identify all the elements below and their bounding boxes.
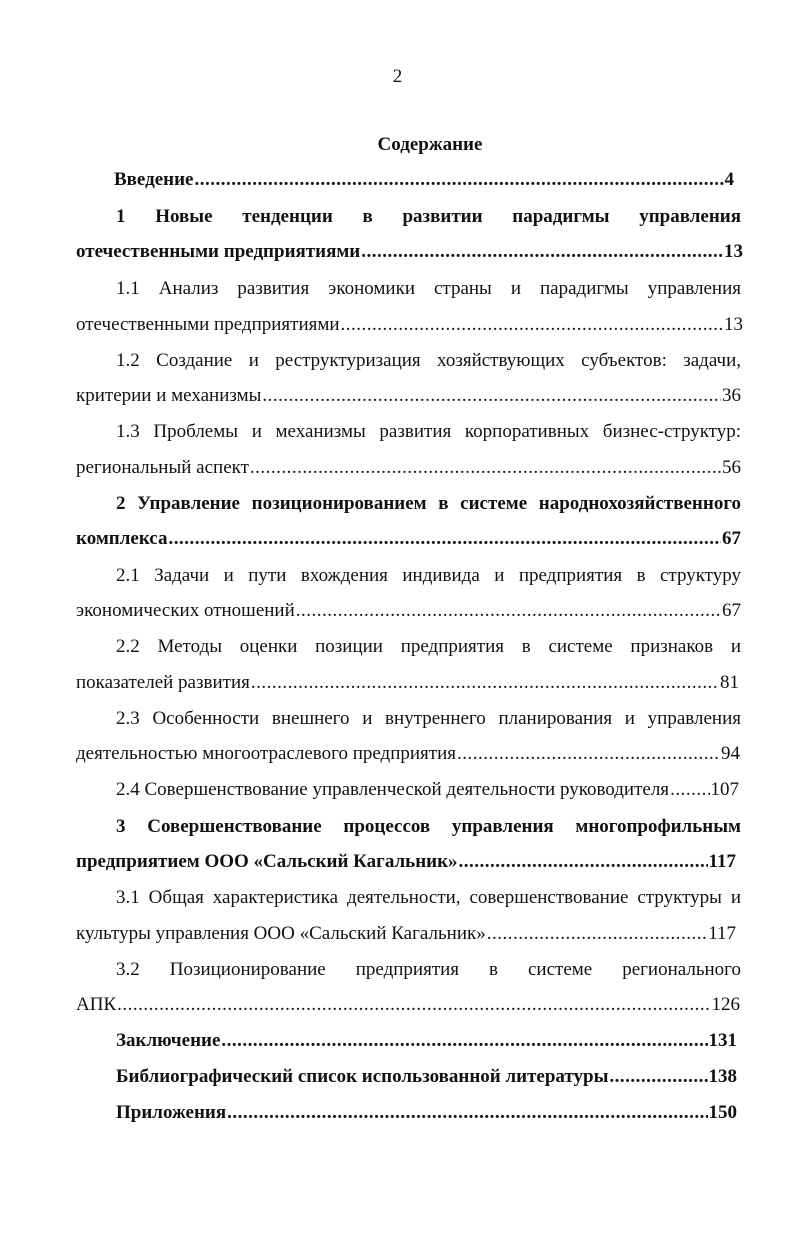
dot-leader	[609, 1059, 707, 1095]
toc-entry-label: Библиографический список использованной литературы	[116, 1066, 609, 1087]
dot-leader	[296, 593, 721, 629]
dot-leader	[262, 378, 721, 414]
toc-entry-page: 67	[722, 600, 741, 621]
toc-entry-2-3	[76, 736, 740, 772]
toc-entry-1-1-line1: 1.1 Анализ развития экономики страны и парадигмы управления	[116, 278, 741, 299]
toc-entry-3-1-line1: 3.1 Общая характеристика деятельности, совершенствование структуры и	[116, 887, 741, 908]
toc-entry-label: Заключение	[116, 1030, 221, 1051]
toc-entry-2-2	[76, 665, 739, 701]
page-number: 2	[392, 66, 403, 87]
toc-entry-chapter-1	[76, 234, 743, 270]
toc-entry-label: 2.4 Совершенствование управленческой деятельности руководителя	[116, 779, 670, 800]
toc-entry-page: 4	[724, 169, 734, 190]
toc-entry-3-1	[76, 916, 736, 952]
toc-entry-page: 126	[711, 994, 740, 1015]
dot-leader	[117, 987, 710, 1023]
toc-entry-conclusion	[116, 1023, 737, 1059]
toc-entry-chapter-1-line1: 1 Новые тенденции в развитии парадигмы управления	[116, 206, 741, 227]
dot-leader	[221, 1023, 707, 1059]
toc-entry-page: 117	[708, 851, 736, 872]
toc-entry-3-2-line1: 3.2 Позиционирование предприятия в системе регионального	[116, 959, 741, 980]
toc-entry-label: АПК	[76, 994, 117, 1015]
toc-entry-label: отечественными предприятиями	[76, 241, 361, 262]
dot-leader	[168, 521, 721, 557]
toc-entry-3-2	[76, 987, 740, 1023]
toc-entry-1-3-line1: 1.3 Проблемы и механизмы развития корпоративных бизнес-структур:	[116, 421, 741, 442]
toc-entry-2-2-line1: 2.2 Методы оценки позиции предприятия в системе признаков и	[116, 636, 741, 657]
toc-entry-label: культуры управления ООО «Сальский Кагальник»	[76, 923, 486, 944]
dot-leader	[459, 844, 708, 880]
toc-entry-page: 13	[724, 241, 743, 262]
toc-entry-2-1-line1: 2.1 Задачи и пути вхождения индивида и предприятия в структуру	[116, 565, 741, 586]
toc-entry-chapter-2	[76, 521, 741, 557]
toc-entry-label: комплекса	[76, 528, 168, 549]
toc-entry-label: деятельностью многоотраслевого предприятия	[76, 743, 456, 764]
toc-entry-chapter-3	[76, 844, 736, 880]
dot-leader	[227, 1095, 707, 1131]
toc-entry-page: 13	[724, 314, 743, 335]
toc-entry-label: предприятием ООО «Сальский Кагальник»	[76, 851, 458, 872]
toc-entry-2-3-line1: 2.3 Особенности внешнего и внутреннего планирования и управления	[116, 708, 741, 729]
toc-entry-2-4	[116, 772, 739, 808]
toc-entry-page: 150	[708, 1102, 737, 1123]
toc-entry-appendices	[116, 1095, 737, 1131]
toc-entry-page: 131	[708, 1030, 737, 1051]
dot-leader	[487, 916, 707, 952]
toc-entry-page: 36	[722, 385, 741, 406]
dot-leader	[341, 307, 723, 343]
toc-entry-1-3	[76, 450, 741, 486]
toc-entry-page: 56	[722, 457, 741, 478]
toc-entry-page: 94	[721, 743, 740, 764]
toc-entry-label: экономических отношений	[76, 600, 295, 621]
toc-entry-label: Приложения	[116, 1102, 227, 1123]
toc-entry-label: критерии и механизмы	[76, 385, 262, 406]
toc-entry-page: 67	[722, 528, 741, 549]
toc-entry-label: региональный аспект	[76, 457, 249, 478]
toc-entry-page: 138	[708, 1066, 737, 1087]
toc-entry-1-2	[76, 378, 741, 414]
toc-entry-2-1	[76, 593, 741, 629]
toc-entry-chapter-3-line1: 3 Совершенствование процессов управления многопрофильным	[116, 816, 741, 837]
dot-leader	[195, 162, 724, 198]
dot-leader	[457, 736, 720, 772]
toc-entry-page: 107	[710, 779, 739, 800]
dot-leader	[361, 234, 723, 270]
toc-entry-chapter-2-line1: 2 Управление позиционированием в системе народнохозяйственного	[116, 493, 741, 514]
dot-leader	[251, 665, 719, 701]
toc-entry-label: отечественными предприятиями	[76, 314, 340, 335]
toc-entry-bibliography	[116, 1059, 737, 1095]
toc-entry-introduction	[114, 162, 734, 198]
dot-leader	[670, 772, 709, 808]
toc-entry-1-2-line1: 1.2 Создание и реструктуризация хозяйствующих субъектов: задачи,	[116, 350, 741, 371]
toc-entry-page: 81	[720, 672, 739, 693]
toc-title: Содержание	[377, 134, 483, 155]
toc-entry-label: показателей развития	[76, 672, 250, 693]
toc-entry-page: 117	[708, 923, 736, 944]
toc-entry-label: Введение	[114, 169, 194, 190]
toc-entry-1-1	[76, 307, 743, 343]
dot-leader	[250, 450, 721, 486]
